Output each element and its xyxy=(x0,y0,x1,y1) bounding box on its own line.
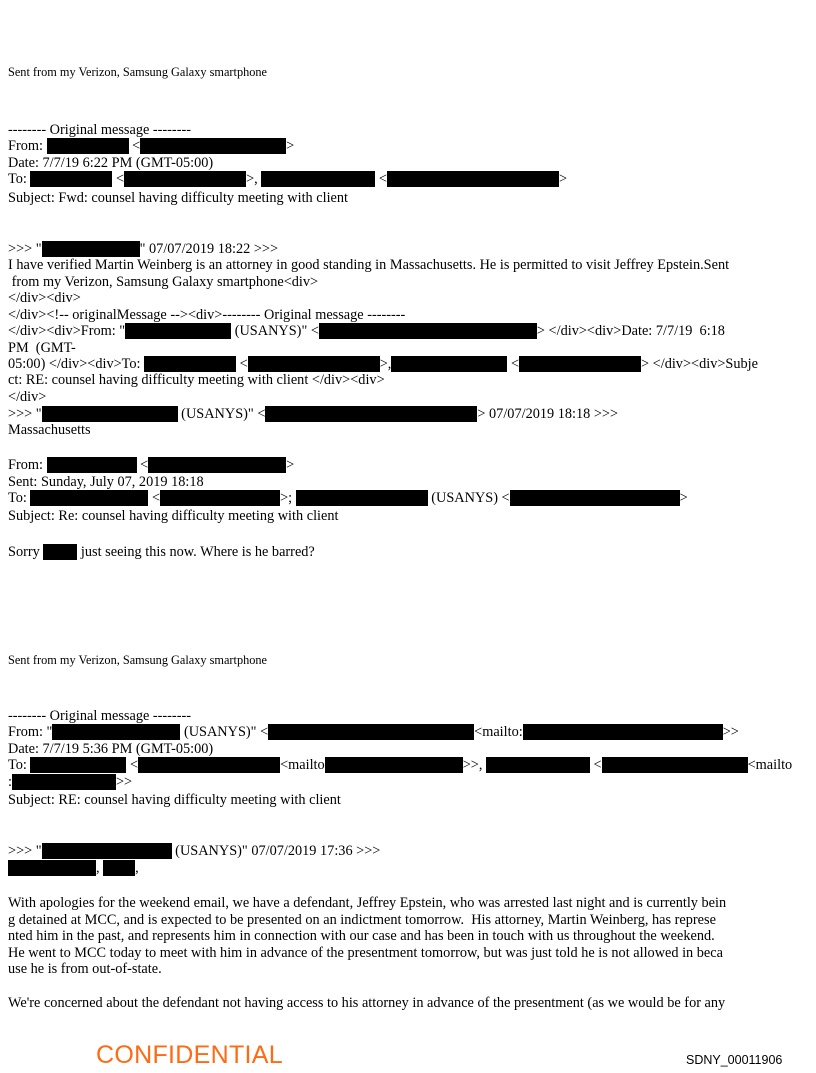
date-line: Date: 7/7/19 6:22 PM (GMT-05:00) xyxy=(8,155,214,171)
to-line: To: < <mailto >>, < <mailto xyxy=(8,757,793,773)
original-message-separator: -------- Original message -------- xyxy=(8,122,191,138)
redaction-box xyxy=(319,323,537,339)
body-line: He went to MCC today to meet with him in advance of the presentment tomorrow, but was just told he is not allowed in beca xyxy=(8,945,723,961)
from-line: From: < > xyxy=(8,138,295,154)
quote-header: >>> " (USANYS)" 07/07/2019 17:36 >>> xyxy=(8,843,381,859)
redaction-box xyxy=(52,724,180,740)
redaction-box xyxy=(12,774,116,790)
redaction-box xyxy=(148,457,286,473)
body-line: Massachusetts xyxy=(8,422,91,438)
subject-line: Subject: RE: counsel having difficulty meeting with client xyxy=(8,792,341,808)
redaction-box xyxy=(391,356,507,372)
redaction-box xyxy=(103,860,135,876)
body-line: from my Verizon, Samsung Galaxy smartphone<div> xyxy=(8,274,319,290)
body-line: nted him in the past, and represents him in connection with our case and has been in touch with us throughout the weekend. xyxy=(8,928,715,944)
redaction-box xyxy=(47,138,129,154)
redaction-box xyxy=(602,757,748,773)
redaction-box xyxy=(144,356,236,372)
redaction-box xyxy=(261,171,375,187)
redaction-box xyxy=(42,241,140,257)
redaction-box xyxy=(8,860,96,876)
redaction-box xyxy=(523,724,723,740)
greeting-line: , , xyxy=(8,860,139,876)
redaction-box xyxy=(47,457,137,473)
redaction-box xyxy=(486,757,590,773)
subject-line: Subject: Fwd: counsel having difficulty meeting with client xyxy=(8,190,349,206)
original-message-separator: -------- Original message -------- xyxy=(8,708,191,724)
body-line: </div><div>From: " (USANYS)" < > </div><div>Date: 7/7/19 6:18 xyxy=(8,323,725,339)
signature-line: Sent from my Verizon, Samsung Galaxy smartphone xyxy=(8,653,267,667)
redaction-box xyxy=(510,490,680,506)
redaction-box xyxy=(43,544,77,560)
body-line: </div><div> xyxy=(8,290,81,306)
body-line: 05:00) </div><div>To: < >, < > </div><div>Subje xyxy=(8,356,758,372)
redaction-box xyxy=(42,843,172,859)
redaction-box xyxy=(140,138,286,154)
redaction-box xyxy=(138,757,280,773)
subject-line: Subject: Re: counsel having difficulty meeting with client xyxy=(8,508,339,524)
redaction-box xyxy=(387,171,559,187)
to-line-continued: : >> xyxy=(8,774,133,790)
quote-header: >>> " " 07/07/2019 18:22 >>> xyxy=(8,241,279,257)
redaction-box xyxy=(124,171,246,187)
redaction-box xyxy=(42,406,178,422)
body-line: use he is from out-of-state. xyxy=(8,961,162,977)
to-line: To: < >, < > xyxy=(8,171,568,187)
redaction-box xyxy=(325,757,463,773)
body-line: We're concerned about the defendant not having access to his attorney in advance of the presentment (as we would be for any xyxy=(8,995,726,1011)
to-line: To: < >; (USANYS) < > xyxy=(8,490,688,506)
body-line: ct: RE: counsel having difficulty meeting with client </div><div> xyxy=(8,372,385,388)
from-line: From: " (USANYS)" < <mailto: >> xyxy=(8,724,739,740)
redaction-box xyxy=(30,171,112,187)
redaction-box xyxy=(268,724,474,740)
body-line: Sorry just seeing this now. Where is he barred? xyxy=(8,544,315,560)
date-line: Date: 7/7/19 5:36 PM (GMT-05:00) xyxy=(8,741,214,757)
redaction-box xyxy=(30,490,148,506)
redaction-box xyxy=(160,490,280,506)
body-line: PM (GMT- xyxy=(8,340,76,356)
from-line: From: < > xyxy=(8,457,295,473)
redaction-box xyxy=(265,406,477,422)
body-line: </div><!-- originalMessage --><div>-------- Original message -------- xyxy=(8,307,406,323)
sent-line: Sent: Sunday, July 07, 2019 18:18 xyxy=(8,474,204,490)
redaction-box xyxy=(30,757,126,773)
redaction-box xyxy=(296,490,428,506)
quote-header: >>> " (USANYS)" < > 07/07/2019 18:18 >>> xyxy=(8,406,619,422)
body-line: g detained at MCC, and is expected to be presented on an indictment tomorrow. His attorney, Martin Weinberg, has represe xyxy=(8,912,716,928)
signature-line: Sent from my Verizon, Samsung Galaxy smartphone xyxy=(8,65,267,79)
body-line: I have verified Martin Weinberg is an attorney in good standing in Massachusetts. He is permitted to visit Jeffrey Epstein.Sent xyxy=(8,257,730,273)
body-line: </div> xyxy=(8,389,47,405)
body-line: With apologies for the weekend email, we have a defendant, Jeffrey Epstein, who was arrested last night and is currently bein xyxy=(8,895,727,911)
redaction-box xyxy=(125,323,231,339)
redaction-box xyxy=(248,356,380,372)
bates-number: SDNY_00011906 xyxy=(686,1053,783,1067)
redaction-box xyxy=(519,356,641,372)
confidential-stamp: CONFIDENTIAL xyxy=(96,1041,283,1069)
